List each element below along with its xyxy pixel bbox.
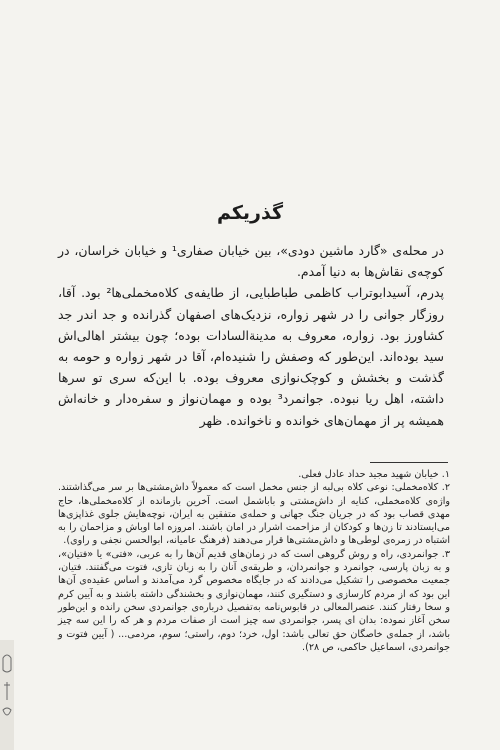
footnote-3: ۳. جوانمردی، راه و روش گروهی است که در زمان‌های قدیم آن‌ها را به عربی، «فتی» یا «فتیان»، و به زبان پارسی، جوانمرد و جوانمردان، و طریقه‌ی آنان را به زبان تازی، فتوت می‌گفتند. فتیان، جمعیت مخصوصی را تشکیل می‌دادند که در جایگاه مخصوص گرد می‌آمدند و اساس عقیده‌ی آن‌ها این بود که از مردم کارسازی و دستگیری کنند، مهمان‌نوازی و بخشندگی داشته باشند و به آیین کرم و سخا رفتار کنند. عنصرالمعالی در قابوس‌نامه به‌تفصیل درباره‌ی جوانمردی سخن رانده و این‌طور سخن آغاز نموده: بدان ای پسر، جوانمردی سه چیز است از صفات مردم و هر که را این سه چیز باشد، از جمله‌ی خاصگان حق تعالی باشد: اول، خرد؛ دوم، راستی؛ سوم، مردمی... ( آیین فتوت و جوانمردی، اسماعیل حاکمی، ص ۲۸). (58, 548, 450, 653)
paragraph-1: در محله‌ی «گارد ماشین دودی»، بین خیابان صفاری¹ و خیابان خراسان، در کوچه‌ی نقاش‌ها به دنیا آمدم. (58, 243, 444, 280)
footnotes (58, 468, 450, 654)
footnote-divider (370, 462, 448, 463)
chapter-title: گذریکم (216, 202, 284, 224)
footnote-2: ۲. کلاه‌مخملی: نوعی کلاه بی‌لبه از جنس مخمل است که معمولاً داش‌مشتی‌ها بر سر می‌گذاشتند. واژه‌ی کلاه‌مخملی، کنایه از داش‌مشتی و باباشمل است. آخرین بازمانده از کلاه‌مخملی‌ها، حاج مهدی قصاب بود که در جریان جنگ جهانی و حمله‌ی متفقین به ایران، نوچه‌هایش جلوی غذاپزی‌ها می‌ایستادند تا زن‌ها و کودکان از مزاحمت اشرار در امان باشند. امروزه اما اوباش و مزاحمان را به اشتباه در زمره‌ی لوطی‌ها و داش‌مشتی‌ها قرار می‌دهند (فرهنگ عامیانه، ابوالحسن نجفی و راوی). (58, 482, 450, 547)
library-stamp-icon (0, 640, 14, 750)
main-text (58, 240, 444, 431)
paragraph-2: پدرم، آسیدابوتراب کاظمی طباطبایی، از طایفه‌ی کلاه‌مخملی‌ها² بود. آقا، روزگار جوانی را در شهر زواره، نزدیک‌های اصفهان گذرانده و جد اندر جد کشاورز بود. زواره، معروف به مدینةالسادات بوده؛ چون بیشتر اهالی‌اش سید بوده‌اند. این‌طور که وصفش را شنیده‌ام، آقا در شهر زواره و حومه به گذشت و بخشش و کوچک‌نوازی معروف بوده. با این‌که سری تو سرها داشته، اهل ریا نبوده. جوانمرد³ بوده و مهمان‌نواز و سفره‌دار و خانه‌اش همیشه پر از مهمان‌های خوانده و ناخوانده. ظهر (58, 285, 444, 428)
footnote-1: ۱. خیابان شهید مجید حداد عادل فعلی. (298, 469, 450, 480)
